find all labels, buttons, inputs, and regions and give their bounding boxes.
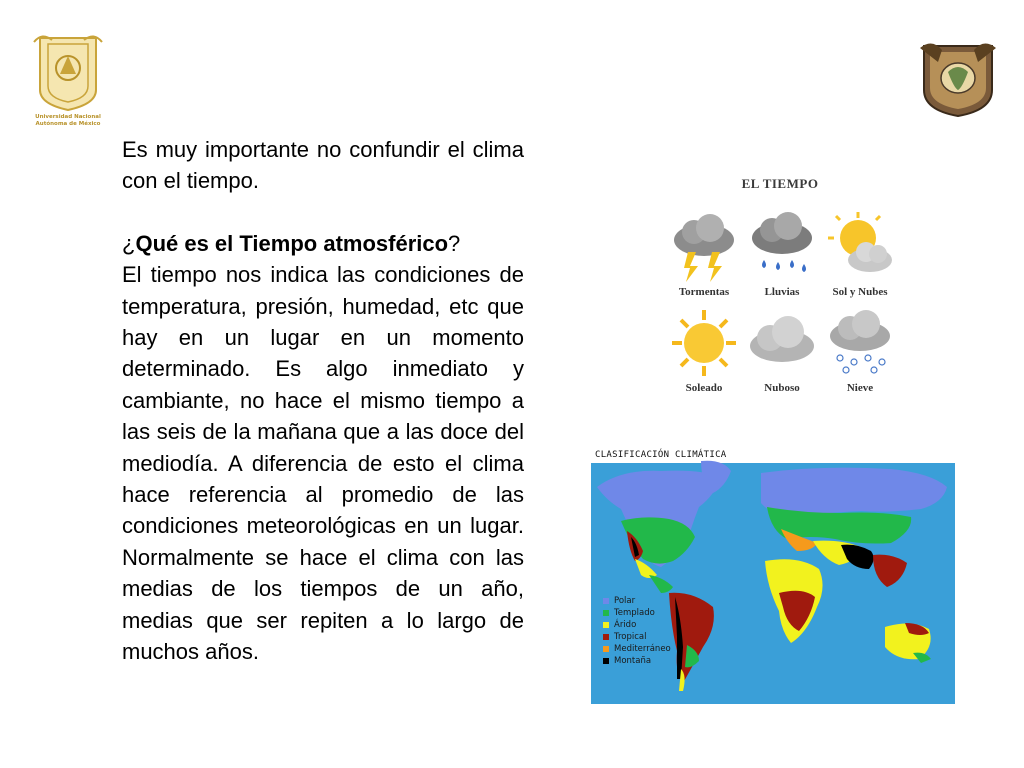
- weather-label: Soleado: [685, 382, 723, 394]
- weather-label: Nieve: [846, 382, 874, 394]
- legend-item: [603, 607, 671, 619]
- weather-item-sun: [664, 308, 744, 408]
- legend-label: Mediterráneo: [614, 644, 671, 654]
- weather-item-sun-cloud: [820, 212, 900, 312]
- rain-icon: [746, 212, 818, 282]
- unam-crest-icon: [30, 30, 106, 130]
- legend-label: Tropical: [614, 632, 647, 642]
- legend-label: Polar: [614, 596, 636, 606]
- body-paragraph: El tiempo nos indica las condiciones de temperatura, presión, humedad, etc que hay en un lugar en un momento determinado. Es algo inmediato y cambiante, no hace el mismo tiempo a las seis de la mañana que a las doce del mediodía. A diferencia de esto el clima hace referencia al promedio de las condiciones meteorológicas en un lugar. Normalmente se hace el clima con las medias de los tiempos de un año, medias que ser repiten a lo largo de muchos años.: [122, 262, 524, 665]
- legend-item: [603, 595, 671, 607]
- map-title: CLASIFICACIÓN CLIMÁTICA: [595, 450, 727, 460]
- cloud-icon: [746, 308, 818, 378]
- weather-illustration: [658, 166, 902, 410]
- legend-swatch: [603, 622, 609, 628]
- weather-label: Lluvias: [764, 286, 800, 298]
- weather-item-storm: [664, 212, 744, 312]
- logo-line2: Autónoma de México: [35, 121, 101, 127]
- legend-swatch: [603, 658, 609, 664]
- weather-label: Nuboso: [764, 382, 800, 394]
- weather-item-snow: [820, 308, 900, 408]
- map-legend: [603, 595, 671, 667]
- legend-item: [603, 643, 671, 655]
- legend-swatch: [603, 598, 609, 604]
- legend-item: [603, 631, 671, 643]
- intro-paragraph: Es muy importante no confundir el clima con el tiempo.: [122, 137, 524, 194]
- climate-map: [591, 447, 955, 704]
- storm-icon: [668, 212, 740, 282]
- weather-item-cloud: [742, 308, 822, 408]
- legend-label: Montaña: [614, 656, 652, 666]
- legend-swatch: [603, 634, 609, 640]
- legend-item: [603, 655, 671, 667]
- snow-icon: [824, 308, 896, 378]
- legend-label: Árido: [614, 620, 637, 630]
- weather-item-rain: [742, 212, 822, 312]
- sun-icon: [668, 308, 740, 378]
- weather-title: EL TIEMPO: [741, 176, 819, 191]
- legend-swatch: [603, 610, 609, 616]
- unam-shield-icon: [918, 38, 998, 120]
- weather-label: Sol y Nubes: [832, 286, 888, 298]
- main-text: [122, 134, 524, 668]
- legend-label: Templado: [614, 608, 655, 618]
- legend-item: [603, 619, 671, 631]
- legend-swatch: [603, 646, 609, 652]
- university-logo-right: [918, 38, 998, 120]
- university-logo-left: [30, 30, 106, 130]
- question-heading: Qué es el Tiempo atmosférico: [135, 230, 449, 256]
- question-prefix: ¿: [122, 230, 136, 256]
- logo-line1: Universidad Nacional: [35, 114, 101, 120]
- weather-label: Tormentas: [678, 286, 730, 298]
- question-paragraph: [122, 228, 524, 259]
- sun-cloud-icon: [824, 212, 896, 282]
- question-suffix: ?: [448, 230, 461, 256]
